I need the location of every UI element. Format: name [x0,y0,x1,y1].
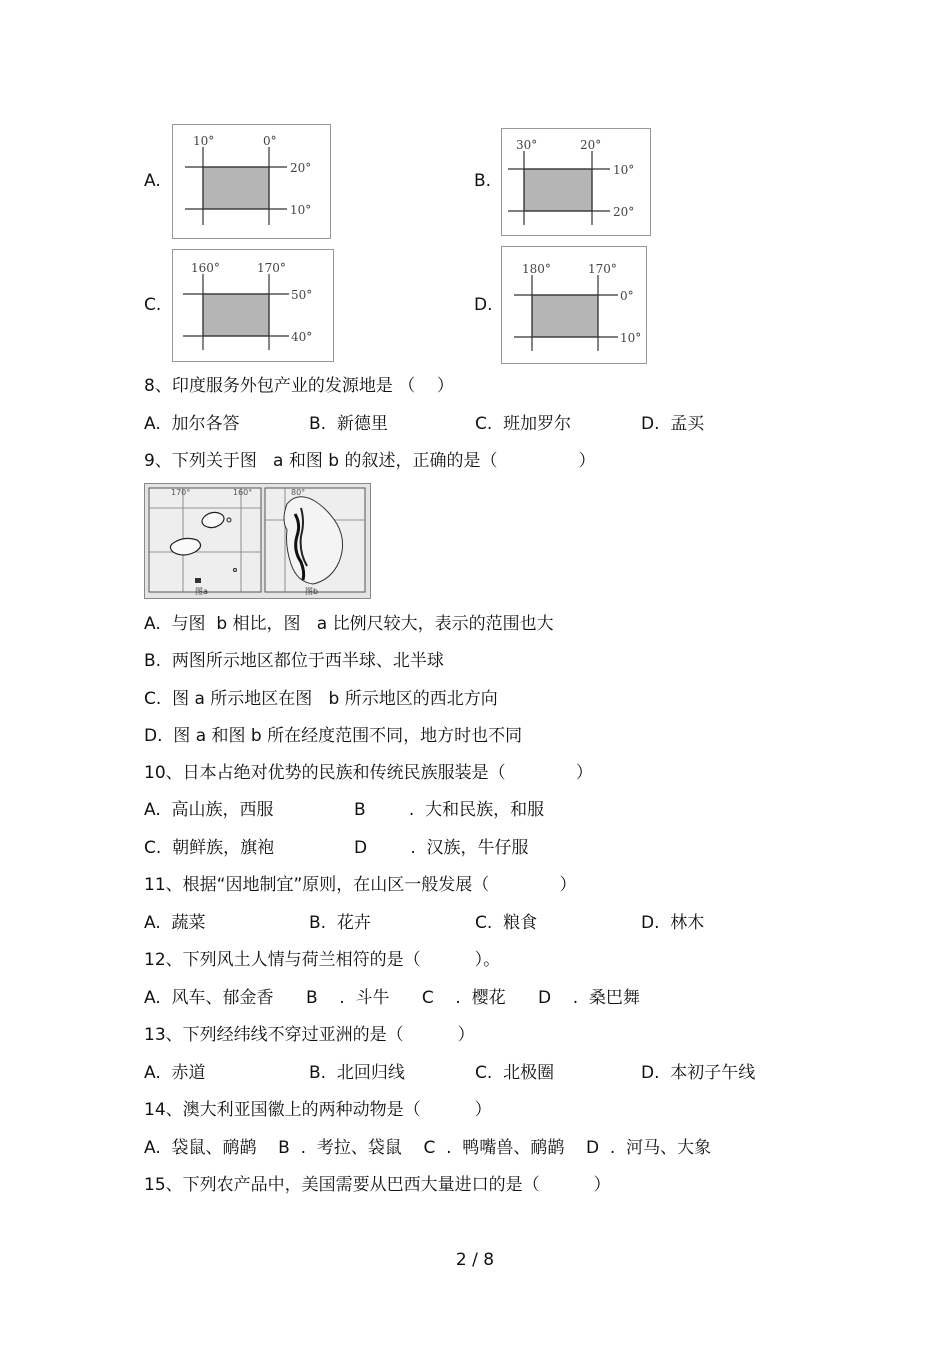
b-lon-left: 30° [516,138,538,152]
q15-stem: 15、下列农产品中，美国需要从巴西大量进口的是（ ） [144,1175,611,1195]
b-lon-right: 20° [580,138,602,152]
q10-option-a: A. 高山族，西服 [144,800,274,820]
q8-option-b: B. 新德里 [309,414,388,434]
q13-option-b: B. 北回归线 [309,1063,405,1083]
c-lat-bottom: 40° [291,330,313,344]
q13-option-a: A. 赤道 [144,1063,206,1083]
q9-stem: 9、下列关于图 a 和图 b 的叙述，正确的是（ ） [144,451,596,471]
q11-option-c: C. 粮食 [475,913,538,933]
q10-stem: 10、日本占绝对优势的民族和传统民族服装是（ ） [144,763,593,783]
q7-option-a-label: A. [144,171,161,191]
q8-option-c: C. 班加罗尔 [475,414,572,434]
q10-option-c: C. 朝鲜族，旗袍 [144,838,275,858]
q11-stem: 11、根据“因地制宜”原则，在山区一般发展（ ） [144,875,577,895]
q14-stem: 14、澳大利亚国徽上的两种动物是（ ） [144,1100,492,1120]
fig-a-lon1: 170° [171,488,191,497]
c-lon-right: 170° [257,261,286,275]
q13-option-c: C. 北极圈 [475,1063,555,1083]
a-lat-top: 20° [290,161,312,175]
q7-option-a-map [172,124,331,239]
q7-option-c-map [172,249,334,362]
a-lon-left: 10° [193,134,215,148]
q10-option-b: B . 大和民族，和服 [354,800,545,820]
q13-stem: 13、下列经纬线不穿过亚洲的是（ ） [144,1025,475,1045]
page-number: 2 / 8 [455,1250,495,1270]
q11-option-b: B. 花卉 [309,913,371,933]
b-lat-top: 10° [613,163,635,177]
q9-map-photo [144,483,371,599]
q12-options: A. 风车、郁金香 B . 斗牛 C . 樱花 D . 桑巴舞 [144,988,640,1008]
c-lat-top: 50° [291,288,313,302]
q12-stem: 12、下列风土人情与荷兰相符的是（ ）。 [144,950,501,970]
q7-option-b-map [501,128,651,236]
q9-option-b: B. 两图所示地区都位于西半球、北半球 [144,651,444,671]
fig-b-lon: 80° [291,488,306,497]
q7-option-b-label: B. [474,171,492,191]
q11-option-a: A. 蔬菜 [144,913,206,933]
d-lon-right: 170° [588,262,617,276]
q13-option-d: D. 本初子午线 [641,1063,756,1083]
q8-option-a: A. 加尔各答 [144,414,240,434]
c-lon-left: 160° [191,261,220,275]
q9-option-a: A. 与图 b 相比，图 a 比例尺较大，表示的范围也大 [144,614,554,634]
fig-b-label: 图b [305,587,319,596]
q9-option-d: D. 图 a 和图 b 所在经度范围不同，地方时也不同 [144,726,523,746]
a-lon-right: 0° [263,134,277,148]
q10-option-d: D . 汉族，牛仔服 [354,838,529,858]
d-lat-top: 0° [620,289,634,303]
d-lat-bottom: 10° [620,331,642,345]
q14-options: A. 袋鼠、鸸鹋 B . 考拉、袋鼠 C . 鸭嘴兽、鸸鹋 D . 河马、大象 [144,1138,712,1158]
fig-a-lon2: 160° [233,488,253,497]
fig-a-label: 图a [195,587,208,596]
a-lat-bottom: 10° [290,203,312,217]
q9-option-c: C. 图 a 所示地区在图 b 所示地区的西北方向 [144,689,498,709]
b-lat-bottom: 20° [613,205,635,219]
q7-option-d-label: D. [474,295,493,315]
q8-stem: 8、印度服务外包产业的发源地是 （ ） [144,376,454,396]
q8-option-d: D. 孟买 [641,414,705,434]
q11-option-d: D. 林木 [641,913,705,933]
q7-option-d-map [501,246,647,364]
q7-option-c-label: C. [144,295,162,315]
d-lon-left: 180° [522,262,551,276]
